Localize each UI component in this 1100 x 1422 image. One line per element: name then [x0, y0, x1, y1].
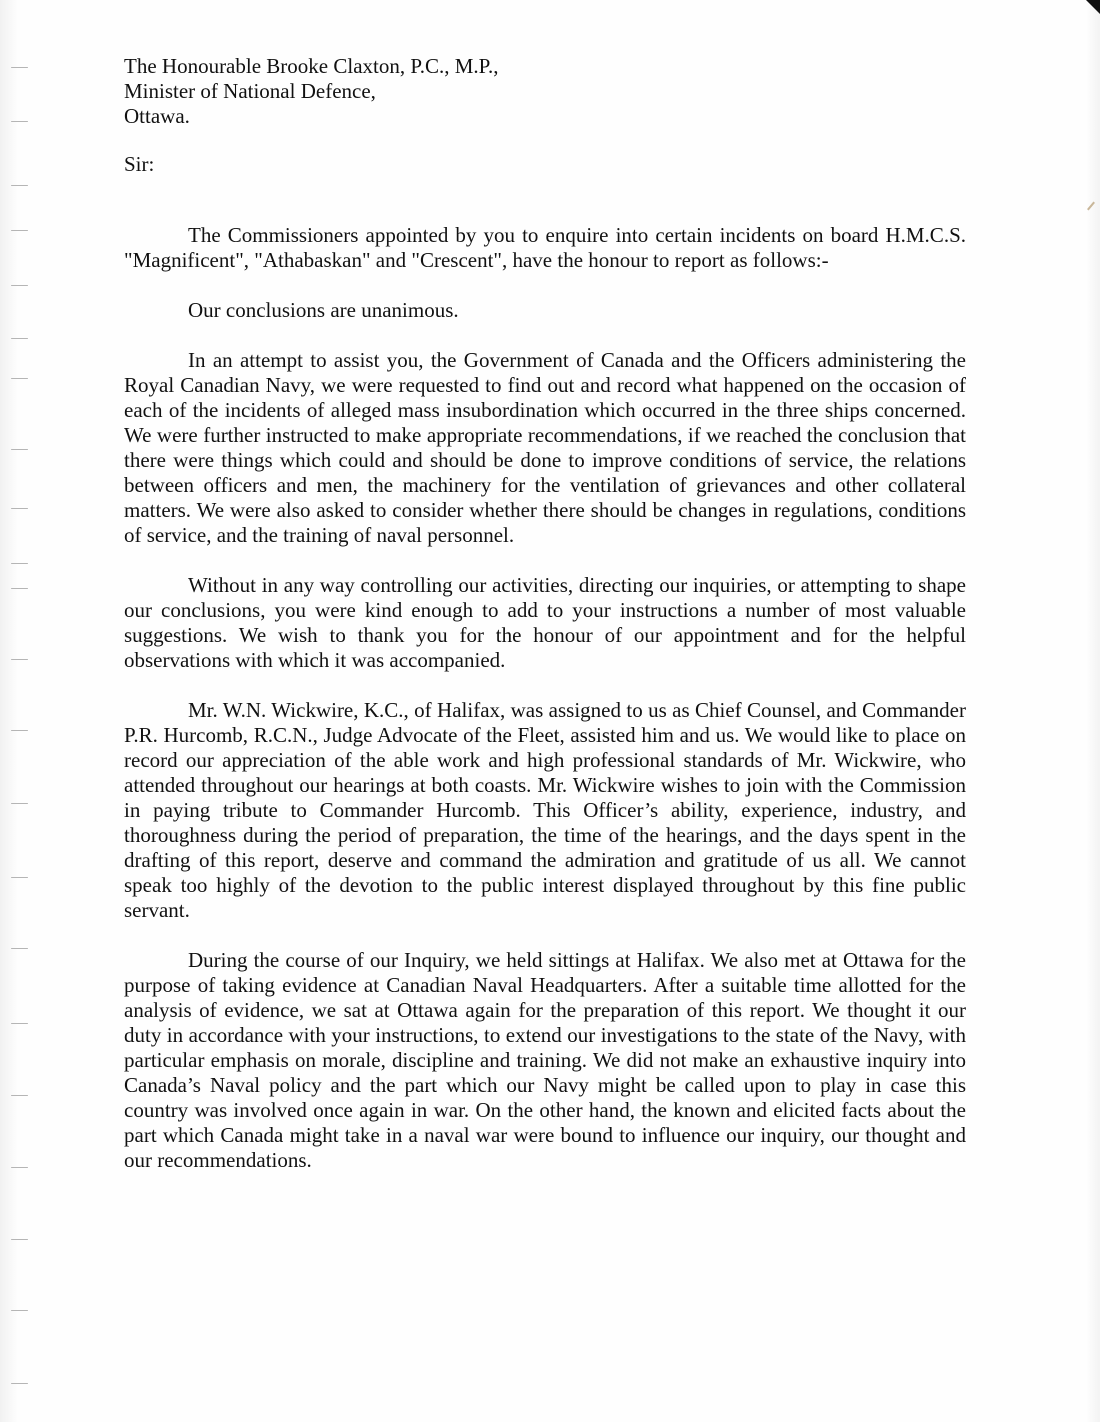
binding-tick-mark	[11, 1383, 28, 1384]
binding-tick-mark	[11, 285, 28, 286]
letter-body	[124, 54, 966, 1173]
paragraph-introduction: The Commissioners appointed by you to enquire into certain incidents on board H.M.C.S. "Magnificent", "Athabaskan" and "Crescent", have the honour to report as follows:-	[124, 223, 966, 272]
binding-tick-mark	[11, 121, 28, 122]
address-line-recipient: The Honourable Brooke Claxton, P.C., M.P.,	[124, 54, 499, 78]
binding-tick-mark	[11, 338, 28, 339]
salutation: Sir:	[124, 152, 155, 176]
binding-tick-mark	[11, 948, 28, 949]
recipient-address	[124, 54, 966, 129]
binding-tick-mark	[11, 230, 28, 231]
right-edge-shadow	[1086, 0, 1100, 1422]
paragraph-conclusions: Our conclusions are unanimous.	[188, 298, 459, 322]
binding-tick-mark	[11, 185, 28, 186]
corner-mark	[1086, 0, 1100, 14]
binding-tick-mark	[11, 1310, 28, 1311]
paragraph-sittings: During the course of our Inquiry, we held sittings at Halifax. We also met at Ottawa for the purpose of taking evidence at Canadian Naval Headquarters. After a suitable time allotted for the analysis of evidence, we sat at Ottawa again for the preparation of this report. We thought it our duty in accordance with your instructions, to extend our investigations to the state of the Navy, with particular emphasis on morale, discipline and training. We did not make an exhaustive inquiry into Canada’s Naval policy and the part which our Navy might be called upon to play in case this country was involved once again in war. On the other hand, the known and elicited facts about the part which Canada might take in a naval war were bound to influence our inquiry, our thought and our recommendations.	[124, 948, 966, 1172]
binding-tick-mark	[11, 449, 28, 450]
paragraph-mandate: In an attempt to assist you, the Government of Canada and the Officers administering the Royal Canadian Navy, we were requested to find out and record what happened on the occasion of each of the incidents of alleged mass insubordination which occurred in the three ships concerned. We were further instructed to make appropriate recommendations, if we reached the conclusion that there were things which could and should be done to improve conditions of service, the relations between officers and men, the machinery for the ventilation of grievances and other collateral matters. We were also asked to consider whether there should be changes in regulations, conditions of service, and the training of naval personnel.	[124, 348, 966, 547]
binding-tick-mark	[11, 67, 28, 68]
address-line-city: Ottawa.	[124, 104, 190, 128]
binding-tick-mark	[11, 659, 28, 660]
address-line-office: Minister of National Defence,	[124, 79, 376, 103]
binding-tick-mark	[11, 730, 28, 731]
binding-tick-mark	[11, 877, 28, 878]
paragraph-counsel: Mr. W.N. Wickwire, K.C., of Halifax, was assigned to us as Chief Counsel, and Commander P.R. Hurcomb, R.C.N., Judge Advocate of the Fleet, assisted him and us. We would like to place on record our appreciation of the able work and high professional standards of Mr. Wickwire, who attended throughout our hearings at both coasts. Mr. Wickwire wishes to join with the Commission in paying tribute to Commander Hurcomb. This Officer’s ability, experience, industry, and thoroughness during the period of preparation, the time of the hearings, and the days spent in the drafting of this report, deserve and command the admiration and gratitude of us all. We cannot speak too highly of the devotion to the public interest displayed throughout by this fine public servant.	[124, 698, 966, 922]
binding-tick-mark	[11, 508, 28, 509]
left-edge-shadow	[0, 0, 18, 1422]
binding-tick-mark	[11, 803, 28, 804]
binding-tick-mark	[11, 563, 28, 564]
paragraph-thanks: Without in any way controlling our activities, directing our inquiries, or attempting to shape our conclusions, you were kind enough to add to your instructions a number of most valuable suggestions. We wish to thank you for the honour of our appointment and for the helpful observations with which it was accompanied.	[124, 573, 966, 672]
binding-tick-mark	[11, 378, 28, 379]
binding-tick-mark	[11, 588, 28, 589]
binding-tick-mark	[11, 1095, 28, 1096]
binding-tick-mark	[11, 1023, 28, 1024]
binding-tick-mark	[11, 1239, 28, 1240]
binding-tick-mark	[11, 1167, 28, 1168]
